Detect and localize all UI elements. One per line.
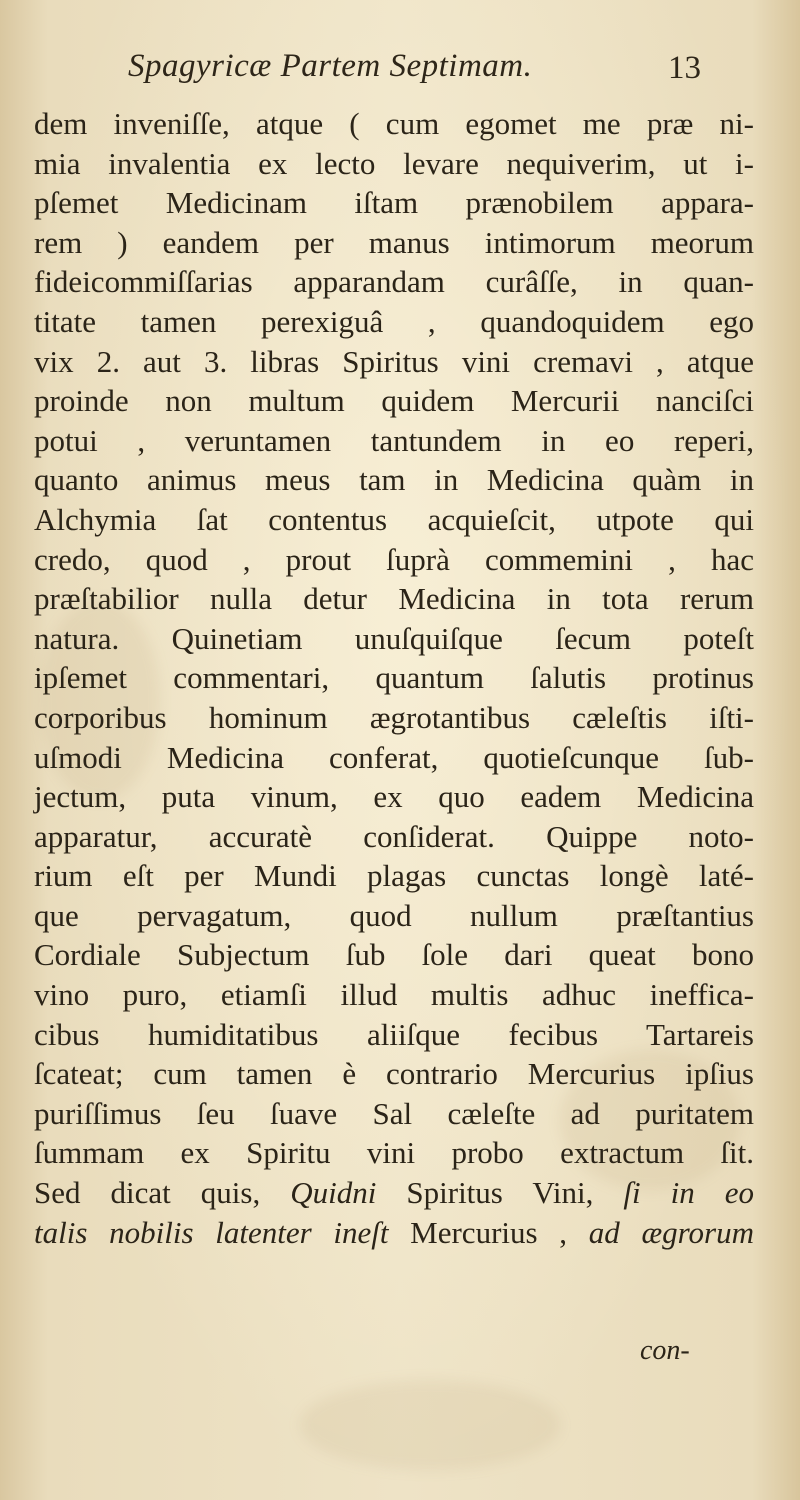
text-line: ipſemet commentari, quantum ſalutis protinus — [34, 660, 754, 696]
text-line: jectum, puta vinum, ex quo eadem Medicina — [34, 779, 754, 815]
running-head: Spagyricæ Partem Septimam. — [128, 48, 533, 84]
italic-text-run: talis nobilis latenter ineſt — [34, 1214, 389, 1250]
page-header — [0, 48, 800, 98]
text-line: puriſſimus ſeu ſuave Sal cæleſte ad puritatem — [34, 1095, 754, 1131]
text-line: cibus humiditatibus aliiſque fecibus Tartareis — [34, 1016, 754, 1052]
text-line: natura. Quinetiam unuſquiſque ſecum poteſt — [34, 620, 754, 656]
text-line: quanto animus meus tam in Medicina quàm in — [34, 462, 754, 498]
text-line: mia invalentia ex lecto levare nequiverim, ut i- — [34, 145, 754, 181]
text-line — [34, 1173, 754, 1213]
italic-text-run: ad ægrorum — [588, 1214, 755, 1250]
text-line: proinde non multum quidem Mercurii nanciſci — [34, 383, 754, 419]
text-line: Alchymia ſat contentus acquieſcit, utpote qui — [34, 501, 754, 537]
text-line: titate tamen perexiguâ , quandoquidem ego — [34, 303, 754, 339]
paper-stain — [300, 1380, 560, 1470]
text-line: vix 2. aut 3. libras Spiritus vini cremavi , atque — [34, 343, 754, 379]
text-line: rium eſt per Mundi plagas cunctas longè laté- — [34, 858, 754, 894]
text-line: fideicommiſſarias apparandam curâſſe, in quan- — [34, 264, 754, 300]
catchword: con- — [640, 1335, 690, 1366]
text-run: Mercurius , — [388, 1214, 589, 1250]
text-line: ſcateat; cum tamen è contrario Mercurius ipſius — [34, 1056, 754, 1092]
body-text — [34, 104, 754, 1252]
text-line: vino puro, etiamſi illud multis adhuc ineffica- — [34, 977, 754, 1013]
text-line: corporibus hominum ægrotantibus cæleſtis iſti- — [34, 699, 754, 735]
text-line — [34, 1213, 754, 1253]
text-line: Cordiale Subjectum ſub ſole dari queat bono — [34, 937, 754, 973]
page-number: 13 — [668, 50, 701, 86]
text-line: dem inveniſſe, atque ( cum egomet me præ ni- — [34, 106, 754, 141]
italic-text-run: ſi in eo — [623, 1175, 754, 1211]
text-line: præſtabilior nulla detur Medicina in tota rerum — [34, 581, 754, 617]
text-line: rem ) eandem per manus intimorum meorum — [34, 224, 754, 260]
text-line: credo, quod , prout ſuprà commemini , hac — [34, 541, 754, 577]
text-line: potui , veruntamen tantundem in eo reperi, — [34, 422, 754, 458]
italic-text-run: Quidni — [290, 1175, 377, 1211]
text-line: pſemet Medicinam iſtam prænobilem appara- — [34, 185, 754, 221]
text-run: Spiritus Vini, — [376, 1175, 624, 1211]
text-line: uſmodi Medicina conferat, quotieſcunque ſub- — [34, 739, 754, 775]
text-line: que pervagatum, quod nullum præſtantius — [34, 897, 754, 933]
text-line: apparatur, accuratè conſiderat. Quippe noto- — [34, 818, 754, 854]
text-line: ſummam ex Spiritu vini probo extractum ſit. — [34, 1135, 754, 1171]
text-run: Sed dicat quis, — [34, 1175, 291, 1211]
